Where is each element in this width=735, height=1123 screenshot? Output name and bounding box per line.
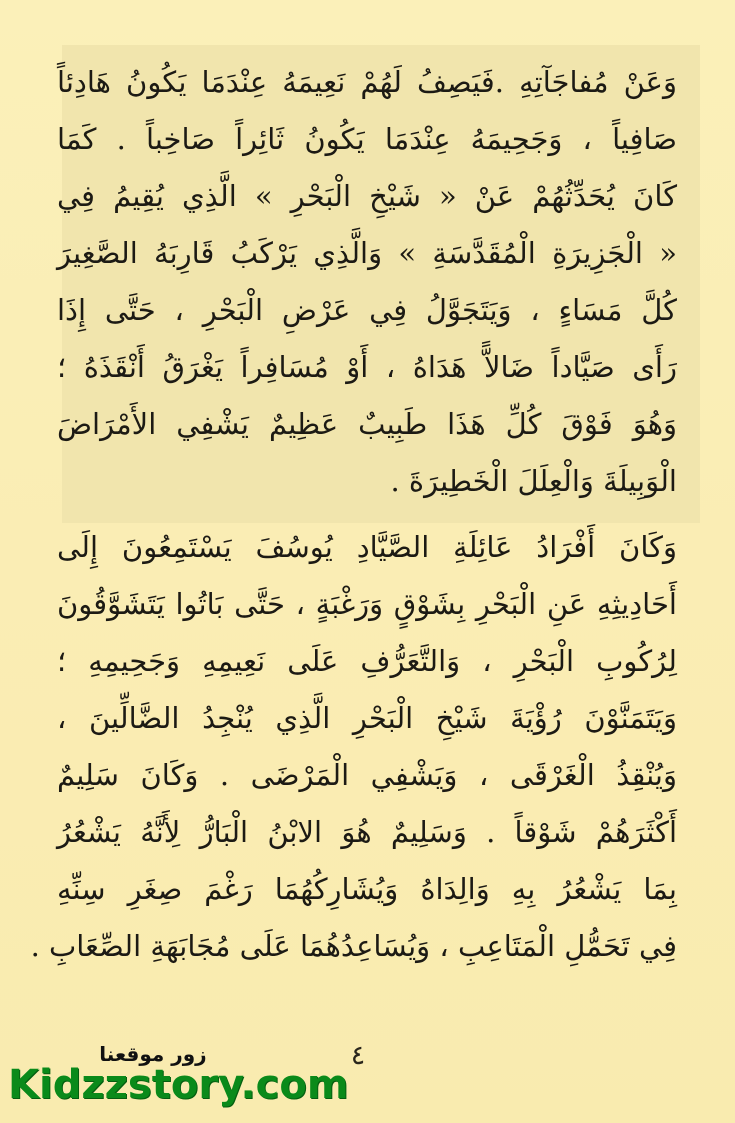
watermark-visit-text: زور موقعنا [99,1042,207,1066]
page-number: ٤ [350,1040,366,1071]
paragraph-1 [57,54,677,510]
paragraph-1-line: الْوَبِيلَةَ وَالْعِلَلَ الْخَطِيرَةَ . [390,464,677,498]
paragraph-2-line: أَحَادِيثِهِ عَنِ الْبَحْرِ بِشَوْقٍ وَرَغْبَةٍ ، حَتَّى بَاتُوا يَتَشَوَّقُونَ [57,587,677,621]
paragraph-2-line: بِمَا يَشْعُرُ بِهِ وَالِدَاهُ وَيُشَارِكُهُمَا رَغْمَ صِغَرِ سِنِّهِ [57,872,677,906]
paragraph-2-line: وَكَانَ أَفْرَادُ عَائِلَةِ الصَّيَّادِ يُوسُفَ يَسْتَمِعُونَ إِلَى [57,530,677,564]
paragraph-1-line: وَعَنْ مُفاجَآتِهِ .فَيَصِفُ لَهُمْ نَعِيمَهُ عِنْدَمَا يَكُونُ هَادِئاً [57,65,677,99]
paragraph-1-line: كُلَّ مَسَاءٍ ، وَيَتَجَوَّلُ فِي عَرْضِ الْبَحْرِ ، حَتَّى إِذَا [57,293,677,327]
paragraph-2-line: أَكْثَرَهُمْ شَوْقاً . وَسَلِيمٌ هُوَ الابْنُ الْبَارُّ لِأَنَّهُ يَشْعُرُ [57,815,677,849]
paragraph-1-line: وَهُوَ فَوْقَ كُلِّ هَذَا طَبِيبٌ عَظِيمٌ يَشْفِي الأَمْرَاضَ [57,407,677,441]
paragraph-2-line: لِرُكُوبِ الْبَحْرِ ، وَالتَّعَرُّفِ عَلَى نَعِيمِهِ وَجَحِيمِهِ ؛ [57,644,677,678]
paragraph-2-line: وَيُنْقِذُ الْغَرْقَى ، وَيَشْفِي الْمَرْضَى . وَكَانَ سَلِيمٌ [57,758,677,792]
paragraph-2-line: فِي تَحَمُّلِ الْمَتَاعِبِ ، وَيُسَاعِدُهُمَا عَلَى مُجَابَهَةِ الصِّعَابِ . [30,929,677,963]
paragraph-2-line: وَيَتَمَنَّوْنَ رُؤْيَةَ شَيْخِ الْبَحْرِ الَّذِي يُنْجِدُ الضَّالِّينَ ، [57,701,677,735]
paragraph-1-line: كَانَ يُحَدِّثُهُمْ عَنْ « شَيْخِ الْبَحْرِ » الَّذِي يُقِيمُ فِي [57,179,677,213]
paragraph-1-line: « الْجَزِيرَةِ الْمُقَدَّسَةِ » وَالَّذِي يَرْكَبُ قَارِبَهُ الصَّغِيرَ [57,236,677,270]
paragraph-2 [30,519,677,975]
paragraph-1-line: رَأَى صَيَّاداً ضَالاًّ هَدَاهُ ، أَوْ مُسَافِراً يَغْرَقُ أَنْقَذَهُ ؛ [57,350,677,384]
paragraph-1-line: صَافِياً ، وَجَحِيمَهُ عِنْدَمَا يَكُونُ ثَائِراً صَاخِباً . كَمَا [57,122,677,156]
watermark-brand: Kidzzstory.com [8,1062,349,1108]
